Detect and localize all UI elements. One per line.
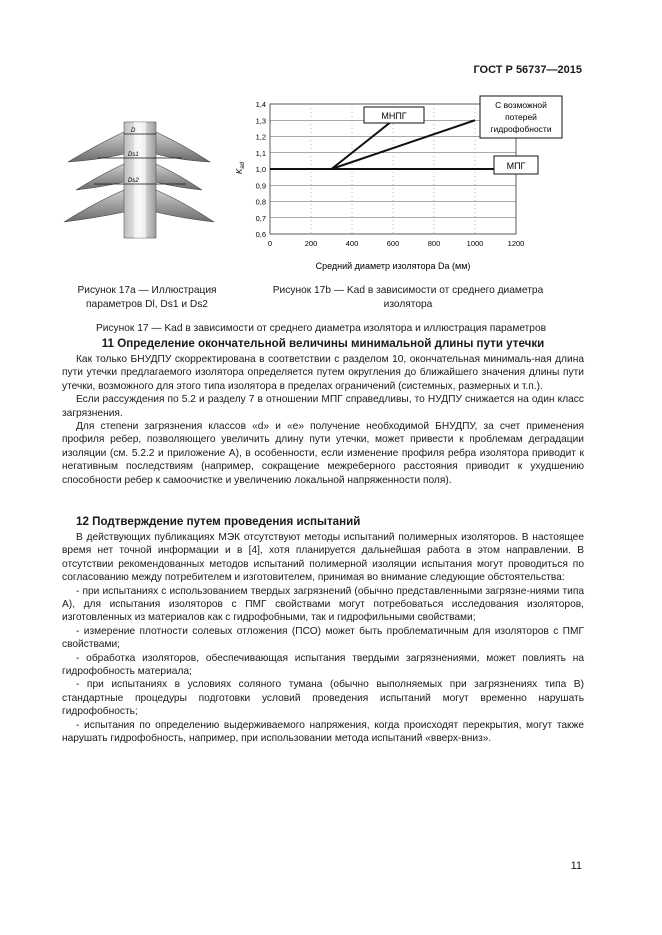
chart-y-tick-label: 0,6 [255,230,266,239]
chart-y-ticks [256,100,266,239]
caption-17b-line-1: Рисунок 17b — Kad в зависимости от среднего диаметра [272,285,544,296]
page-number: 11 [570,860,582,872]
section-12-title: 12 Подтверждение путем проведения испытаний [76,515,361,528]
chart-y-axis-label-main: K [235,168,244,174]
chart-x-tick-label: 1000 [466,239,484,248]
chart-y-tick-label: 1,4 [255,100,266,109]
section-12-paragraph-3: - измерение плотности солевых отложения (ПСО) может быть проблематичным для изоляторов с ПМГ свойствами; [62,625,584,651]
annotation-mpg [494,156,538,174]
caption-17b [250,284,566,312]
chart-y-axis-label-sub: ad [240,161,246,169]
caption-17a [54,284,240,312]
chart-x-tick-label: 200 [304,239,318,248]
chart-y-tick-label: 1,3 [255,116,266,126]
caption-17a-line-1: Рисунок 17а — Иллюстрация [77,285,217,296]
annotation-hydrophobicity-loss [480,96,562,138]
chart-y-tick-label: 1,2 [255,132,266,142]
chart-x-tick-label: 0 [267,239,273,248]
annotation-mnpg [364,107,424,123]
chart-y-tick-label: 0,7 [255,213,266,223]
section-11-title: 11 Определение окончательной величины минимальной длины пути утечки [101,337,545,350]
chart-y-tick-label: 0,9 [255,181,266,191]
annotation-hydrophobicity-line-2: потерей [505,112,537,122]
annotation-mpg-label: МПГ [506,161,526,171]
annotation-hydrophobicity-line-3: гидрофобности [490,124,552,134]
caption-17b-line-2: изолятора [383,299,433,310]
dimension-label-d: D [131,128,136,134]
section-11-paragraph-2: Если рассуждения по 5.2 и разделу 7 в отношении МПГ справедливы, то НУДПУ снижается на один класс загрязнения. [62,394,584,419]
chart-x-tick-label: 400 [345,239,359,248]
dimension-label-ds1: Ds1 [128,152,139,158]
kad-chart [232,92,582,278]
chart-y-tick-label: 1,1 [255,148,266,158]
chart-x-ticks [268,239,524,248]
chart-x-tick-label: 800 [427,239,441,248]
section-11-paragraph-3: Для степени загрязнения классов «d» и «е» получение необходимой БНУДПУ, за счет применения профиля ребер, позволяющего увеличить длину пути утечки, может привести к проблемам деградации изоляции (см. 5.2.2 и приложение А), в особенности, если изменение профиля ребра изолятора приводит к негативным последствиям (например, сокращение межреберного расстояния приводит к ухудшению способности ребер к самоочистке и увеличению локальной напряженности поля). [62,421,584,486]
section-12-paragraph-5: - при испытаниях в условиях соляного тумана (обычно выполняемых при загрязнениях типа В) стандартные процедуры подготовки условий проведения испытаний могут временно нарушать гидрофобность; [62,679,584,718]
document-id: ГОСТ Р 56737—2015 [473,64,582,76]
section-12-paragraph-4: - обработка изоляторов, обеспечивающая испытания твердыми загрязнениями, может повлиять на гидрофобность материала; [62,652,584,678]
caption-17a-line-2: параметров Dl, Ds1 и Ds2 [86,299,208,310]
caption-17-main: Рисунок 17 — Kad в зависимости от среднего диаметра изолятора и иллюстрация параметров [95,323,547,334]
chart-y-axis-label [235,161,246,174]
section-12-paragraph-6: - испытания по определению выдерживаемого напряжения, когда происходят перекрытия, могут также нарушать гидрофобность, например, при использовании метода испытаний «вверх-вниз». [62,719,584,745]
chart-x-tick-label: 1200 [507,239,525,248]
annotation-hydrophobicity-line-1: С возможной [495,100,547,110]
chart-x-axis-label: Средний диаметр изолятора Da (мм) [315,261,471,271]
section-11-paragraph-1: Как только БНУДПУ скорректирована в соответствии с разделом 10, окончательная минималь-ная длина пути утечки предлагаемого изолятора определяется путем округления до ближайшего значения длины пути утечки, возможного для этого типа изолятора в пределах ограничений (системных, размерных и т.п.). [62,354,584,392]
chart-x-tick-label: 600 [386,239,400,248]
section-12 [62,515,584,746]
section-11 [62,337,584,487]
insulator-illustration [58,118,218,240]
annotation-mnpg-label: МНПГ [381,111,407,121]
section-12-paragraph-1: В действующих публикациях МЭК отсутствуют методы испытаний полимерных изоляторов. В настоящее время нет точной информации и в [4], хотя планируется дальнейшая работа в этом направлении. В отсутствии рекомендованных методов испытаний полимерной изоляции испытания могут проводиться по согласованию между потребителем и изготовителем, принимая во внимание следующие обстоятельства: [62,532,584,584]
chart-y-tick-label: 0,8 [255,197,266,207]
dimension-label-ds2: Ds2 [128,178,139,184]
chart-series-line-2 [332,120,394,169]
section-12-paragraph-2: - при испытаниях с использованием твердых загрязнений (обычно представленными загрязне-ниями типа А), для испытания изоляторов с ПМГ свойствами могут потребоваться исследования изоляторов, изготовленных из материалов как с гидрофобными, так и гидрофильными свойствами; [62,585,584,624]
chart-series-line-3 [332,120,476,169]
chart-y-tick-label: 1,0 [255,165,266,174]
